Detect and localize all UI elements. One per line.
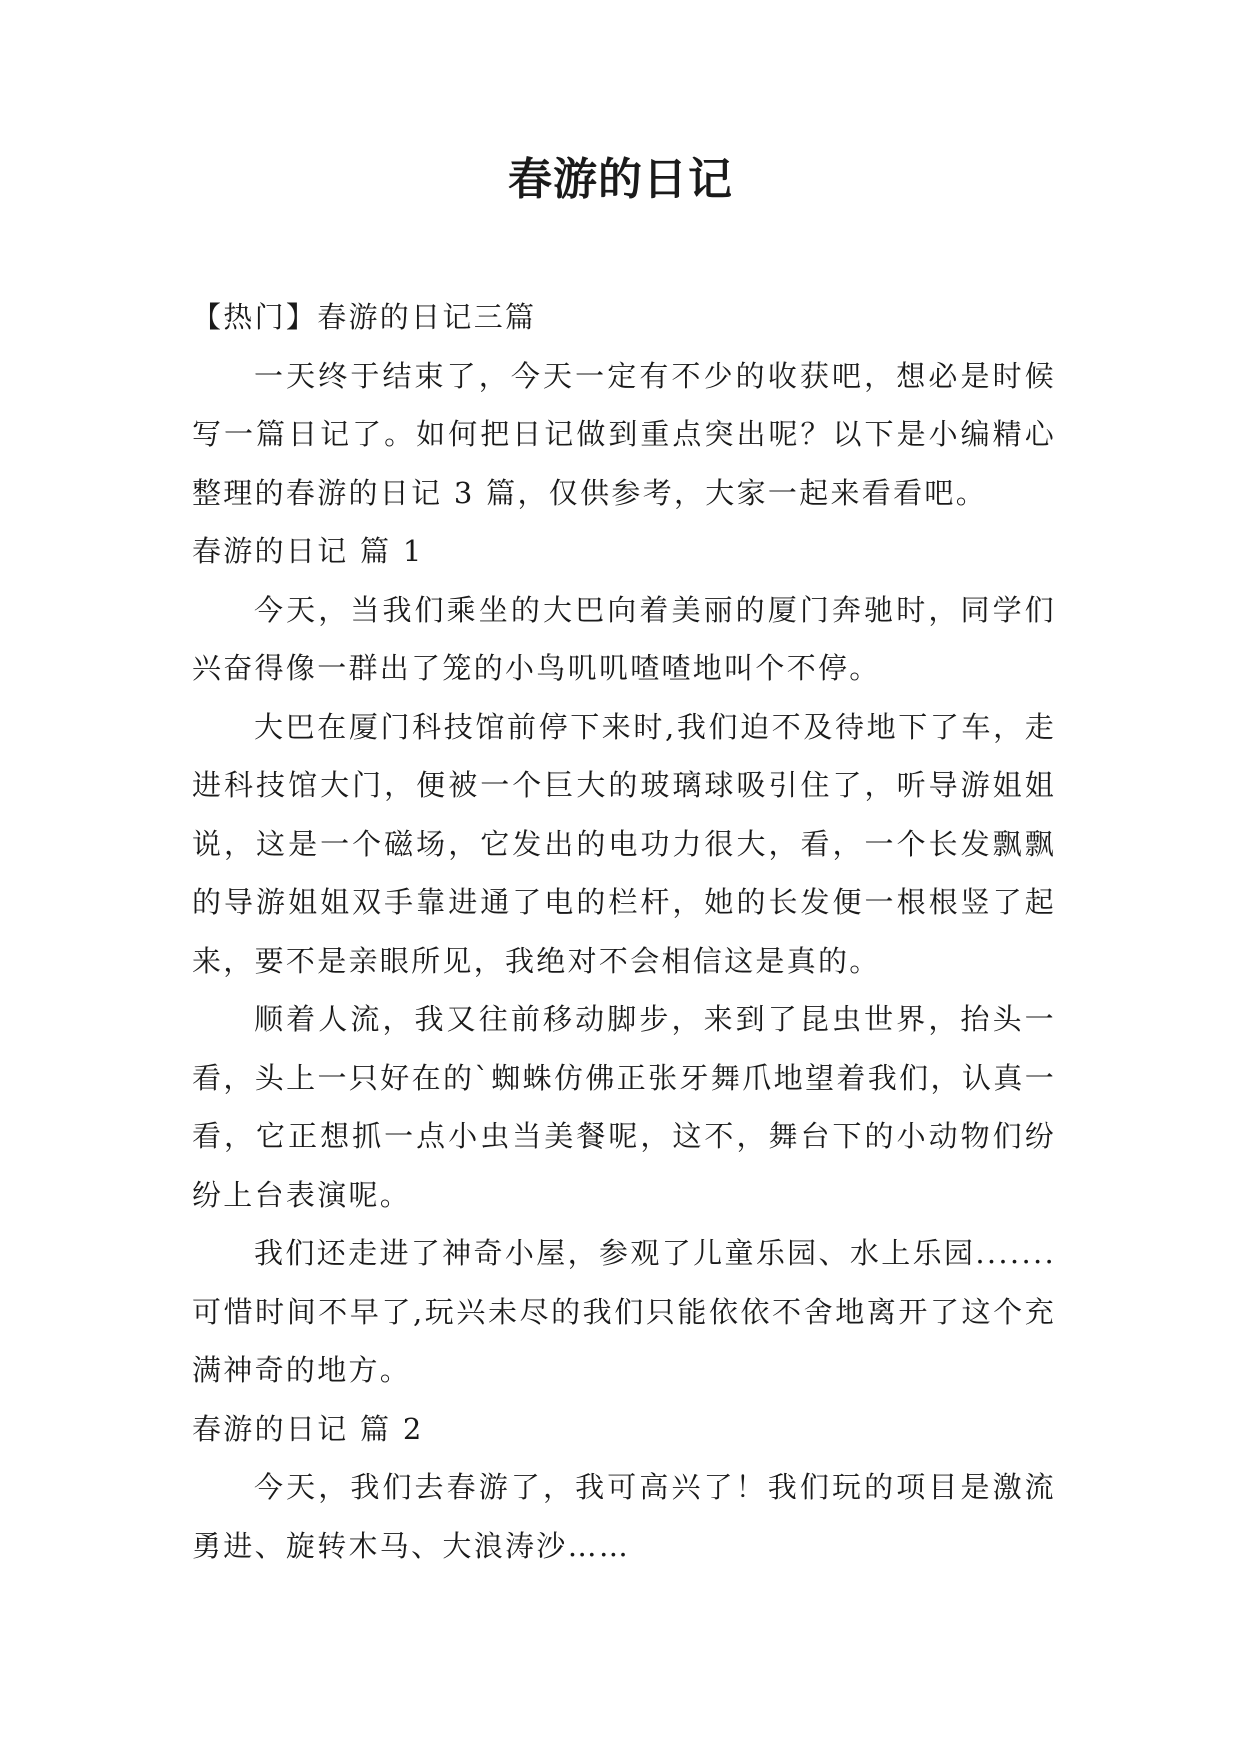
section-1-paragraph-3: 顺着人流，我又往前移动脚步，来到了昆虫世界，抬头一看，头上一只好在的`蜘蛛仿佛正张牙舞爪地望着我们，认真一看，它正想抓一点小虫当美餐呢，这不，舞台下的小动物们纷纷上台表演呢。 xyxy=(192,1002,1056,1212)
section-1-heading: 春游的日记 篇 1 xyxy=(192,534,424,568)
document-title: 春游的日记 xyxy=(508,154,733,205)
intro-heading: 【热门】春游的日记三篇 xyxy=(192,300,537,334)
section-1-paragraph-4: 我们还走进了神奇小屋，参观了儿童乐园、水上乐园.......可惜时间不早了,玩兴未尽的我们只能依依不舍地离开了这个充满神奇的地方。 xyxy=(192,1236,1056,1387)
document-body xyxy=(192,288,1056,1575)
intro-paragraph: 一天终于结束了，今天一定有不少的收获吧，想必是时候写一篇日记了。如何把日记做到重点突出呢？以下是小编精心整理的春游的日记 3 篇，仅供参考，大家一起来看看吧。 xyxy=(192,358,1056,510)
section-1-paragraph-1: 今天，当我们乘坐的大巴向着美丽的厦门奔驰时，同学们兴奋得像一群出了笼的小鸟叽叽喳喳地叫个不停。 xyxy=(192,592,1056,685)
section-2-heading: 春游的日记 篇 2 xyxy=(192,1411,424,1446)
section-1-paragraph-2: 大巴在厦门科技馆前停下来时,我们迫不及待地下了车，走进科技馆大门，便被一个巨大的玻璃球吸引住了，听导游姐姐说，这是一个磁场，它发出的电功力很大，看，一个长发飘飘的导游姐姐双手靠进通了电的栏杆，她的长发便一根根竖了起来，要不是亲眼所见，我绝对不会相信这是真的。 xyxy=(192,709,1056,978)
section-2-paragraph-1: 今天，我们去春游了，我可高兴了！我们玩的项目是激流勇进、旋转木马、大浪涛沙…… xyxy=(192,1470,1056,1563)
